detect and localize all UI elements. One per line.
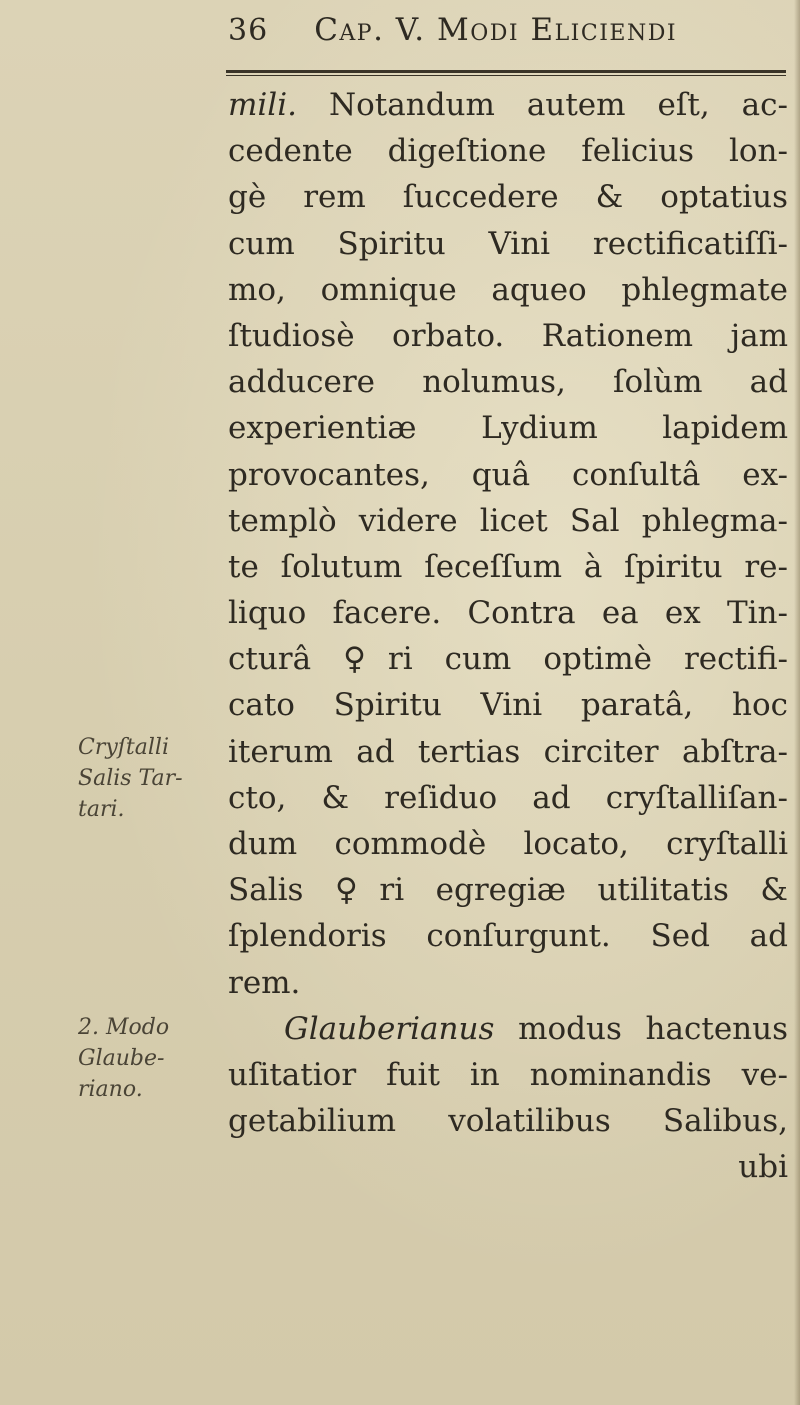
margin-note-line: Cryſtalli <box>78 735 169 760</box>
line-text: adducere nolumus, ſolùm ad <box>228 364 788 401</box>
text-line <box>228 682 788 728</box>
text-line <box>228 590 788 636</box>
text-line <box>228 221 788 267</box>
body-text <box>228 82 788 1191</box>
text-line <box>228 729 788 775</box>
margin-note-line: tari. <box>78 797 125 822</box>
line-text: cturâ ♀ri cum optimè rectifi- <box>228 641 788 678</box>
line-text: iterum ad tertias circiter abſtra- <box>228 733 788 770</box>
text-line <box>228 267 788 313</box>
text-line <box>228 544 788 590</box>
text-line <box>228 498 788 544</box>
text-line <box>228 359 788 405</box>
italic-lead-word: mili. <box>228 87 297 123</box>
line-text: dum commodè locato, cryſtalli <box>228 826 788 862</box>
text-line <box>228 1144 788 1190</box>
line-text: gè rem ſuccedere & optatius <box>228 179 788 216</box>
text-line <box>228 636 788 682</box>
line-text: Notandum autem eſt, ac- <box>297 87 788 123</box>
text-line <box>228 405 788 451</box>
line-text: rem. <box>228 964 301 1001</box>
header-rule <box>226 70 786 76</box>
margin-note-line: 2. Modo <box>78 1015 170 1040</box>
margin-note-line: Glaube- <box>78 1046 165 1071</box>
margin-note-glauberiano <box>78 1012 218 1105</box>
line-text: ubi <box>738 1149 788 1186</box>
running-head: Cap. V. Modi Eliciendi <box>314 12 678 48</box>
line-text: cedente digeſtione felicius lon- <box>228 133 788 170</box>
text-line <box>228 82 788 128</box>
line-text: provocantes, quâ conſultâ ex- <box>228 456 788 493</box>
line-text: te ſolutum ſeceſſum à ſpiritu re- <box>228 548 788 585</box>
line-text: modus hactenus <box>494 1010 788 1047</box>
line-text: uſitatior fuit in nominandis ve- <box>228 1056 788 1093</box>
italic-lead-word: Glauberianus <box>284 1010 495 1047</box>
margin-note-line: riano. <box>78 1077 143 1102</box>
line-text: ſplendoris conſurgunt. Sed ad <box>228 918 788 955</box>
text-line <box>228 960 788 1006</box>
text-line <box>228 1098 788 1144</box>
margin-note-line: Salis Tar- <box>78 766 183 791</box>
page-edge-shadow <box>794 0 800 1405</box>
page-header <box>228 12 788 62</box>
line-text: getabilium volatilibus Salibus, <box>228 1103 788 1140</box>
line-text: mo, omnique aqueo phlegmate <box>228 271 788 308</box>
line-text: liquo facere. Contra ea ex Tin- <box>228 595 788 632</box>
line-text: cato Spiritu Vini paratâ, hoc <box>228 687 788 724</box>
line-text: cto, & reſiduo ad cryſtalliſan- <box>228 779 788 816</box>
text-line <box>228 174 788 220</box>
text-line <box>228 128 788 174</box>
line-text: ſtudiosè orbato. Rationem jam <box>228 317 788 354</box>
text-line <box>228 867 788 913</box>
line-text: templò videre licet Sal phlegma- <box>228 502 788 539</box>
line-text: cum Spiritu Vini rectificatiſſi- <box>228 225 788 262</box>
text-line <box>228 1052 788 1098</box>
margin-note-crystalli <box>78 732 218 825</box>
text-line <box>228 313 788 359</box>
text-line <box>228 1006 788 1052</box>
line-text: experientiæ Lydium lapidem <box>228 410 788 447</box>
text-line <box>228 913 788 959</box>
line-text: Salis ♀ri egregiæ utilitatis & <box>228 872 788 909</box>
text-line <box>228 452 788 498</box>
page-number: 36 <box>228 13 269 48</box>
text-line <box>228 775 788 821</box>
text-line <box>228 821 788 867</box>
